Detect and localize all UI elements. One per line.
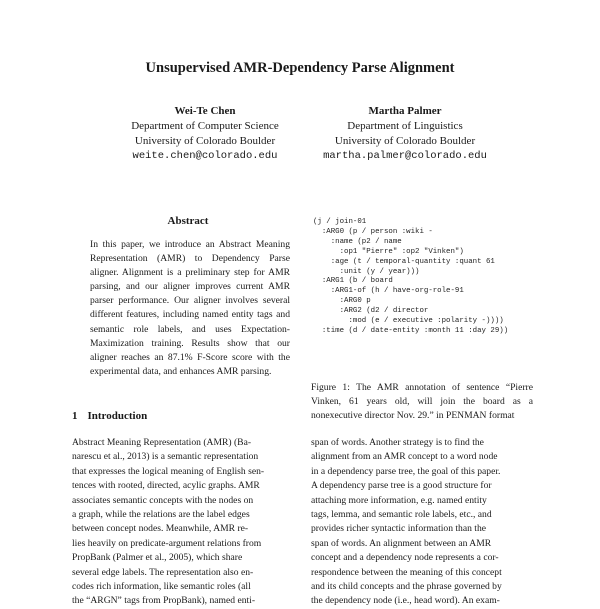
- author-department: Department of Computer Science: [131, 120, 279, 132]
- author-email: martha.palmer@colorado.edu: [323, 150, 487, 162]
- figure-caption: Figure 1: The AMR annotation of sentence “Pierre Vinken, 61 years old, will join the board as a nonexecutive director Nov. 29.” in PENMAN format: [311, 382, 533, 421]
- author-name: Wei-Te Chen: [174, 105, 236, 117]
- body-line: span of words. An alignment between an AMR: [311, 537, 492, 549]
- body-line: that expresses the logical meaning of English sen-: [72, 465, 265, 477]
- body-line: the dependency node (i.e., head word). An exam-: [311, 595, 500, 607]
- section-heading: [72, 410, 147, 422]
- author-department: Department of Linguistics: [347, 120, 463, 132]
- body-line: a graph, while the relations are the label edges: [72, 509, 250, 521]
- body-line: lies heavily on predicate-argument relations from: [72, 537, 262, 549]
- body-line: several edge labels. The representation also en-: [72, 566, 254, 578]
- body-line: in a dependency parse tree, the goal of this paper.: [311, 465, 501, 477]
- author-university: University of Colorado Boulder: [334, 135, 476, 147]
- body-line: PropBank (Palmer et al., 2005), which share: [72, 552, 243, 564]
- body-line: narescu et al., 2013) is a semantic representation: [72, 451, 259, 463]
- body-line: between concept nodes. Meanwhile, AMR re-: [72, 523, 249, 535]
- body-line: and its child concepts and the phrase governed by: [311, 581, 502, 593]
- section-title: Introduction: [87, 410, 148, 422]
- body-line: concept and a dependency node represents a cor-: [311, 552, 499, 564]
- section-number: 1: [72, 410, 78, 422]
- body-line: associates semantic concepts with the nodes on: [72, 494, 254, 506]
- amr-penman-code: (j / join-01 :ARG0 (p / person :wiki - :name (p2 / name :op1 "Pierre" :op2 "Vinken") :age (t / temporal-quantity :quant 61 :unit (y / year))) :ARG1 (b / board :ARG1-of (h / have-org-role-91 :ARG0 p :ARG2 (d2 / director :mod (e / executive :polarity -)))) :time (d / date-entity :month 11 :day 29)): [313, 218, 509, 335]
- body-line: span of words. Another strategy is to find the: [311, 437, 484, 448]
- body-line: alignment from an AMR concept to a word node: [311, 451, 498, 463]
- paper-title: Unsupervised AMR-Dependency Parse Alignment: [145, 60, 455, 76]
- author-block-2: [300, 104, 510, 164]
- body-column-right: [311, 436, 533, 609]
- body-line: tags, lemma, and semantic role labels, etc., and: [311, 509, 492, 521]
- abstract-text: In this paper, we introduce an Abstract Meaning Representation (AMR) to Dependency Parse aligner. Alignment is a preliminary step for AMR parsing, and our aligner improves current AMR parser performance. Our aligner involves several different features, including named entity tags and semantic role labels, and uses Expectation-Maximization training. Results show that our aligner reaches an 87.1% F-Score score with the experimental data, and enhances AMR parsing.: [90, 239, 290, 377]
- author-university: University of Colorado Boulder: [134, 135, 276, 147]
- body-line: respondence between the meaning of this concept: [311, 566, 502, 578]
- body-column-left: [72, 436, 301, 609]
- body-line: tences with rooted, directed, acylic graphs. AMR: [72, 480, 260, 492]
- author-block-1: [100, 104, 310, 164]
- body-line: A dependency parse tree is a good structure for: [311, 480, 492, 492]
- author-name: Martha Palmer: [368, 105, 442, 117]
- body-line: Abstract Meaning Representation (AMR) (Ba-: [72, 437, 252, 448]
- body-line: codes rich information, like semantic roles (all: [72, 581, 251, 593]
- author-email: weite.chen@colorado.edu: [132, 150, 278, 162]
- body-line: provides richer syntactic information than the: [311, 523, 487, 535]
- body-line: attaching more information, e.g. named entity: [311, 494, 487, 506]
- abstract-heading: Abstract: [167, 215, 209, 227]
- body-line: the “ARGN” tags from PropBank), named enti-: [72, 595, 256, 607]
